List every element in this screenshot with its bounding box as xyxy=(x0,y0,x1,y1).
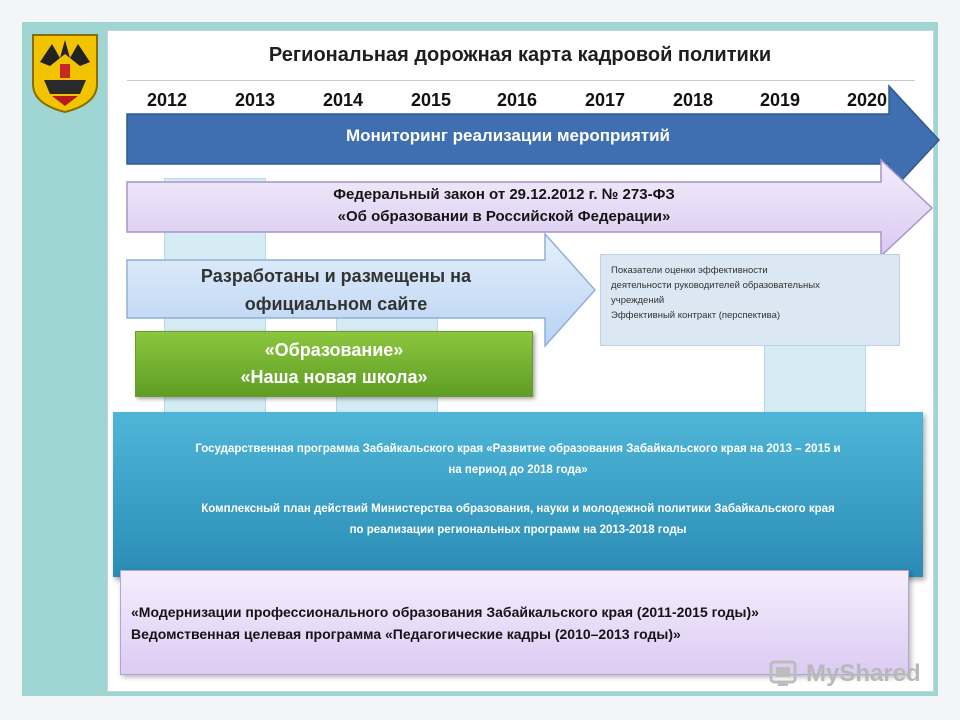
published-line2: официальном сайте xyxy=(244,294,428,314)
watermark-logo-icon xyxy=(768,656,802,690)
published-line1: Разработаны и размещены на xyxy=(200,266,472,286)
published-label xyxy=(127,262,545,318)
page-title: Региональная дорожная карта кадровой политики xyxy=(268,44,772,66)
modernization-line1: «Модернизации профессионального образования Забайкальского края (2011-2015 годы)» xyxy=(131,604,759,620)
state-program-box xyxy=(113,412,923,577)
coat-of-arms-icon xyxy=(30,32,100,114)
modernization-line2: Ведомственная целевая программа «Педагогические кадры (2010–2013 годы)» xyxy=(131,626,681,642)
federal-law-line1: Федеральный закон от 29.12.2012 г. № 273-ФЗ xyxy=(333,186,675,203)
federal-law-label xyxy=(127,184,881,228)
year-column-2019 xyxy=(764,340,866,416)
year-label: 2013 xyxy=(235,90,276,110)
published-arrow xyxy=(127,234,595,346)
green-line1: «Образование» xyxy=(264,340,404,360)
indicators-line3: учреждений xyxy=(611,295,665,306)
green-line2: «Наша новая школа» xyxy=(240,367,428,387)
indicators-line2: деятельности руководителей образовательных xyxy=(611,280,820,291)
watermark xyxy=(768,656,928,692)
year-label: 2020 xyxy=(847,90,888,110)
state-program-line2: на период до 2018 года» xyxy=(448,464,588,476)
year-label: 2018 xyxy=(673,90,714,110)
year-label: 2015 xyxy=(411,90,452,110)
year-label: 2014 xyxy=(323,90,364,110)
year-label: 2012 xyxy=(147,90,188,110)
federal-law-line2: «Об образовании в Российской Федерации» xyxy=(337,208,671,225)
indicators-line1: Показатели оценки эффективности xyxy=(611,265,768,276)
year-label: 2017 xyxy=(585,90,626,110)
indicators-line4: Эффективный контракт (перспектива) xyxy=(611,310,781,321)
divider xyxy=(127,80,915,81)
monitoring-label: Мониторинг реализации мероприятий xyxy=(345,126,670,145)
indicators-box xyxy=(600,254,900,346)
year-label: 2016 xyxy=(497,90,538,110)
action-plan-line2: по реализации региональных программ на 2013-2018 годы xyxy=(349,524,687,536)
watermark-text: MyShared xyxy=(806,660,921,687)
action-plan-line1: Комплексный план действий Министерства образования, науки и молодежной политики Забайкальского края xyxy=(201,503,835,515)
spacer xyxy=(127,481,909,499)
year-label: 2019 xyxy=(760,90,801,110)
state-program-line1: Государственная программа Забайкальского края «Развитие образования Забайкальского края на 2013 – 2015 и xyxy=(195,443,841,455)
education-program-box xyxy=(135,331,533,397)
